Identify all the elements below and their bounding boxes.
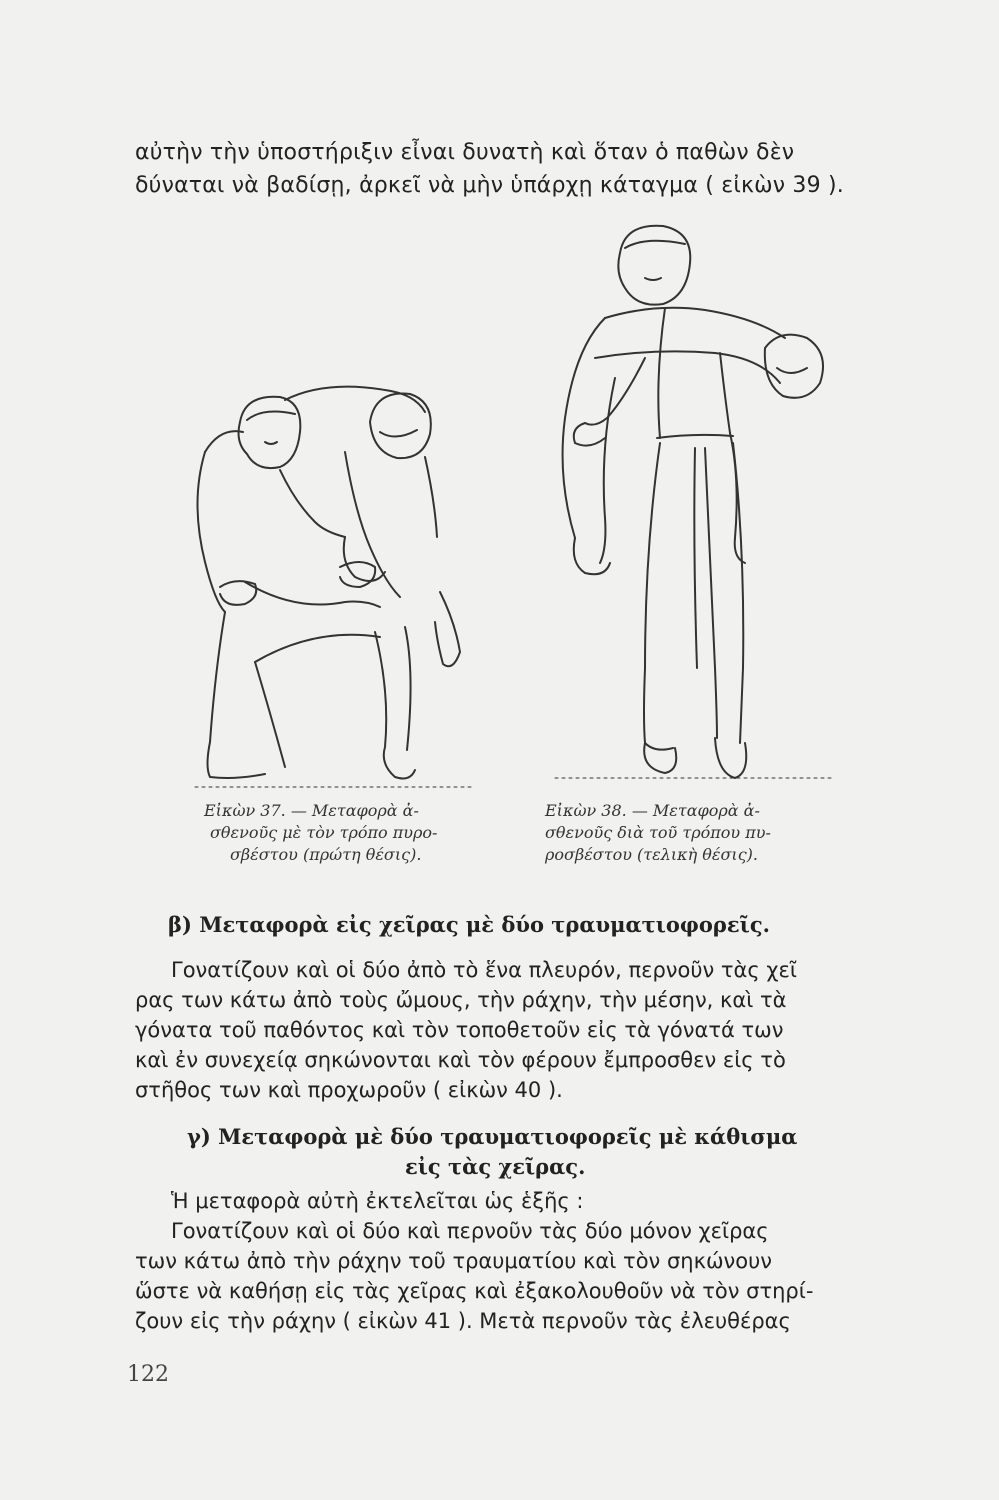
- paragraph-line: Ἡ μεταφορὰ αὐτὴ ἐκτελεῖται ὡς ἑξῆς :: [171, 1189, 584, 1213]
- page-number: 122: [127, 1362, 169, 1387]
- caption-line: σθενοῦς διὰ τοῦ τρόπου πυ-: [545, 823, 771, 842]
- intro-line: δύναται νὰ βαδίσῃ, ἀρκεῖ νὰ μὴν ὑπάρχῃ κάταγμα ( εἰκὼν 39 ).: [135, 173, 844, 198]
- intro-line: αὐτὴν τὴν ὑποστήριξιν εἶναι δυνατὴ καὶ ὅταν ὁ παθὼν δὲν: [135, 140, 795, 165]
- section-b-paragraph: [135, 955, 880, 1105]
- paragraph-line: ρας των κάτω ἀπὸ τοὺς ὤμους, τὴν ράχην, τὴν μέσην, καὶ τὰ: [135, 988, 787, 1012]
- paragraph-line: καὶ ἐν συνεχείᾳ σηκώνονται καὶ τὸν φέρουν ἔμπροσθεν εἰς τὸ: [135, 1048, 786, 1072]
- figure-37-illustration: [185, 372, 485, 797]
- paragraph-line: ὥστε νὰ καθήσῃ εἰς τὰς χεῖρας καὶ ἐξακολουθοῦν νὰ τὸν στηρί-: [135, 1279, 814, 1303]
- paragraph-line: ζουν εἰς τὴν ράχην ( εἰκὼν 41 ). Μετὰ περνοῦν τὰς ἐλευθέρας: [135, 1309, 791, 1333]
- caption-line: σβέστου (πρώτη θέσις).: [230, 845, 422, 864]
- paragraph-line: γόνατα τοῦ παθόντος καὶ τὸν τοποθετοῦν εἰς τὰ γόνατά των: [135, 1018, 784, 1042]
- figure-38-caption: [545, 800, 771, 866]
- caption-line: Εἰκὼν 38. — Μεταφορὰ ἀ-: [545, 801, 760, 820]
- caption-line: σθενοῦς μὲ τὸν τρόπο πυρο-: [210, 823, 438, 842]
- section-c-heading-continued: εἰς τὰς χεῖρας.: [405, 1154, 586, 1179]
- paragraph-line: Γονατίζουν καὶ οἱ δύο ἀπὸ τὸ ἕνα πλευρόν, περνοῦν τὰς χεῖ: [171, 958, 797, 982]
- caption-line: ροσβέστου (τελικὴ θέσις).: [545, 845, 758, 864]
- paragraph-line: στῆθος των καὶ προχωροῦν ( εἰκὼν 40 ).: [135, 1078, 563, 1102]
- section-b-heading: β) Μεταφορὰ εἰς χεῖρας μὲ δύο τραυματιοφορεῖς.: [168, 912, 770, 937]
- figure-38-illustration: [545, 218, 845, 798]
- section-c-heading: γ) Μεταφορὰ μὲ δύο τραυματιοφορεῖς μὲ κάθισμα: [187, 1124, 798, 1149]
- paragraph-line: Γονατίζουν καὶ οἱ δύο καὶ περνοῦν τὰς δύο μόνον χεῖρας: [171, 1219, 769, 1243]
- figure-37-caption: [204, 800, 437, 866]
- intro-paragraph: [135, 136, 880, 202]
- caption-line: Εἰκὼν 37. — Μεταφορὰ ἀ-: [204, 801, 419, 820]
- paragraph-line: των κάτω ἀπὸ τὴν ράχην τοῦ τραυματίου καὶ τὸν σηκώνουν: [135, 1249, 772, 1273]
- section-c-paragraph: [135, 1186, 880, 1336]
